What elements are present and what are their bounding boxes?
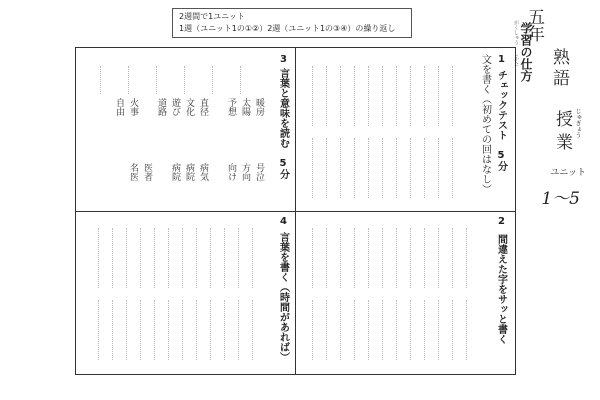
quadrant-1-number: 1 — [498, 54, 505, 65]
quadrant-grid — [75, 47, 516, 375]
quadrant-1-subtitle: 文を書く（初めての回はなし） — [479, 54, 491, 194]
quadrant-2-number: 2 — [498, 216, 505, 227]
quadrant-4-title: 言葉を書く（時間があれば） — [277, 232, 289, 362]
grade-title: 五年 — [524, 8, 544, 42]
sheet3-word-1: 暖房 — [254, 98, 264, 116]
sheet3-word-5: 文化 — [184, 98, 194, 116]
lesson-ruby: じゅぎょう — [574, 108, 581, 138]
grid-horizontal-divider — [76, 211, 515, 212]
method-ruby: がくしゅう しかた — [513, 20, 519, 66]
unit-range: 1～5 — [541, 189, 580, 209]
instruction-line-1: 2週間で1ユニット — [179, 12, 245, 21]
quadrant-4-number: 4 — [280, 216, 287, 227]
sheet3-word-14: 病院 — [184, 163, 194, 181]
sheet3-word-15: 病院 — [170, 163, 180, 181]
sheet3-word-6: 遊び — [170, 98, 180, 116]
sheet3-word-3: 予想 — [226, 98, 236, 116]
quadrant-1-worksheet — [302, 58, 472, 203]
quadrant-1-title: チェックテスト 5分 — [495, 70, 507, 171]
sheet3-word-9: 自由 — [114, 98, 124, 116]
quadrant-2-title: 間違えた字をサッと書く — [495, 234, 507, 344]
sheet3-word-16: 医者 — [142, 163, 152, 181]
quadrant-3-worksheet — [88, 58, 266, 206]
sheet3-word-13: 病気 — [198, 163, 208, 181]
sheet3-word-4: 直径 — [198, 98, 208, 116]
quadrant-3-title: 言葉と意味を読む 5分 — [277, 68, 289, 179]
instruction-line-2: 1週（ユニット1の①②）2週（ユニット1の③④）の繰り返し — [179, 24, 396, 33]
method-title: 学習の仕方 — [519, 22, 533, 82]
instruction-note — [172, 8, 412, 38]
lesson-title: 授業 — [552, 110, 572, 156]
subject-title: 熟語 — [549, 48, 569, 90]
sheet3-word-2: 太陽 — [240, 98, 250, 116]
sheet3-word-17: 名医 — [128, 163, 138, 181]
sheet3-word-7: 道路 — [156, 98, 166, 116]
quadrant-4-worksheet — [88, 220, 266, 368]
sheet3-word-8: 火事 — [128, 98, 138, 116]
sheet3-word-10: 号泣 — [254, 163, 264, 181]
sheet3-word-12: 向け — [226, 163, 236, 181]
quadrant-3-number: 3 — [280, 54, 287, 65]
sheet3-word-11: 方向 — [240, 163, 250, 181]
quadrant-2-worksheet — [302, 220, 482, 368]
unit-label: ユニット — [550, 168, 586, 178]
